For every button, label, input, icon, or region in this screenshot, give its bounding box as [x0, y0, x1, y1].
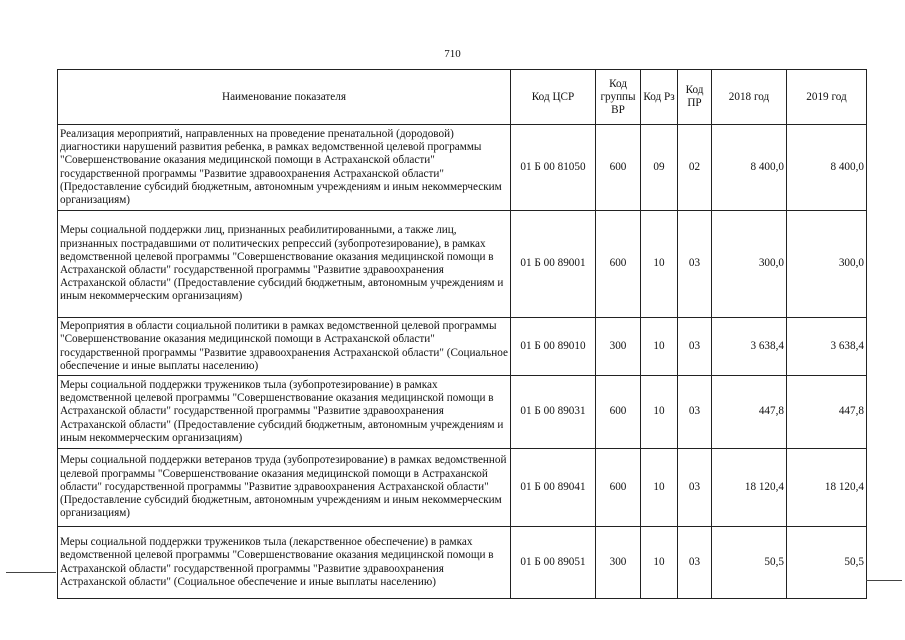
row-value-2018: 300,0 — [712, 211, 787, 318]
row-name: Мероприятия в области социальной политики в рамках ведомственной целевой программы "Совершенствование оказания медицинской помощи в Астраханской области" государственной программы "Развитие здравоохранения Астраханской области" (Социальное обеспечение и иные выплаты населению) — [58, 318, 511, 376]
row-csr-code: 01 Б 00 89041 — [511, 449, 596, 527]
scan-artifact-line-right — [866, 580, 902, 581]
row-value-2019: 3 638,4 — [787, 318, 867, 376]
row-pr-code: 03 — [678, 318, 712, 376]
budget-table — [57, 69, 867, 599]
table-header-row — [58, 70, 867, 125]
table-row — [58, 318, 867, 376]
column-header-vr: Код группы ВР — [596, 70, 641, 125]
row-value-2018: 50,5 — [712, 527, 787, 599]
row-csr-code: 01 Б 00 89031 — [511, 376, 596, 449]
row-vr-code: 300 — [596, 527, 641, 599]
row-vr-code: 600 — [596, 449, 641, 527]
row-vr-code: 600 — [596, 211, 641, 318]
table-row — [58, 125, 867, 211]
column-header-rz: Код Рз — [641, 70, 678, 125]
row-pr-code: 03 — [678, 527, 712, 599]
column-header-pr: Код ПР — [678, 70, 712, 125]
row-pr-code: 03 — [678, 376, 712, 449]
row-csr-code: 01 Б 00 89001 — [511, 211, 596, 318]
row-rz-code: 10 — [641, 211, 678, 318]
row-value-2018: 3 638,4 — [712, 318, 787, 376]
row-value-2019: 447,8 — [787, 376, 867, 449]
row-value-2019: 18 120,4 — [787, 449, 867, 527]
row-name: Меры социальной поддержки ветеранов труда (зубопротезирование) в рамках ведомственной целевой программы "Совершенствование оказания медицинской помощи в Астраханской области" государственной программы "Развитие здравоохранения Астраханской области" (Предоставление субсидий бюджетным, автономным учреждениям и иным некоммерческим организациям) — [58, 449, 511, 527]
column-header-name: Наименование показателя — [58, 70, 511, 125]
row-rz-code: 10 — [641, 449, 678, 527]
row-value-2018: 18 120,4 — [712, 449, 787, 527]
row-name: Меры социальной поддержки тружеников тыла (лекарственное обеспечение) в рамках ведомственной целевой программы "Совершенствование оказания медицинской помощи в Астраханской области" государственной программы "Развитие здравоохранения Астраханской области" (Социальное обеспечение и иные выплаты населению) — [58, 527, 511, 599]
row-pr-code: 02 — [678, 125, 712, 211]
row-rz-code: 10 — [641, 527, 678, 599]
row-rz-code: 10 — [641, 376, 678, 449]
column-header-2018: 2018 год — [712, 70, 787, 125]
table-row — [58, 527, 867, 599]
scan-artifact-line-left — [6, 572, 56, 573]
row-csr-code: 01 Б 00 81050 — [511, 125, 596, 211]
row-rz-code: 09 — [641, 125, 678, 211]
table-row — [58, 376, 867, 449]
row-rz-code: 10 — [641, 318, 678, 376]
row-value-2019: 50,5 — [787, 527, 867, 599]
row-name: Меры социальной поддержки тружеников тыла (зубопротезирование) в рамках ведомственной целевой программы "Совершенствование оказания медицинской помощи в Астраханской области" государственной программы "Развитие здравоохранения Астраханской области" (Предоставление субсидий бюджетным, автономным учреждениям и иным некоммерческим организациям) — [58, 376, 511, 449]
row-value-2019: 300,0 — [787, 211, 867, 318]
row-pr-code: 03 — [678, 211, 712, 318]
row-csr-code: 01 Б 00 89010 — [511, 318, 596, 376]
row-value-2018: 8 400,0 — [712, 125, 787, 211]
column-header-csr: Код ЦСР — [511, 70, 596, 125]
row-vr-code: 600 — [596, 376, 641, 449]
table-row — [58, 449, 867, 527]
row-name: Меры социальной поддержки лиц, признанных реабилитированными, а также лиц, признанных пострадавшими от политических репрессий (зубопротезирование), в рамках ведомственной целевой программы "Совершенствование оказания медицинской помощи в Астраханской области" государственной программы "Развитие здравоохранения Астраханской области" (Предоставление субсидий бюджетным, автономным учреждениям и иным некоммерческим организациям) — [58, 211, 511, 318]
page-number: 710 — [444, 48, 461, 60]
row-csr-code: 01 Б 00 89051 — [511, 527, 596, 599]
row-value-2018: 447,8 — [712, 376, 787, 449]
row-vr-code: 300 — [596, 318, 641, 376]
table-row — [58, 211, 867, 318]
row-value-2019: 8 400,0 — [787, 125, 867, 211]
row-pr-code: 03 — [678, 449, 712, 527]
row-vr-code: 600 — [596, 125, 641, 211]
row-name: Реализация мероприятий, направленных на проведение пренатальной (дородовой) диагностики нарушений развития ребенка, в рамках ведомственной целевой программы "Совершенствование оказания медицинской помощи в Астраханской области" государственной программы "Развитие здравоохранения Астраханской области" (Предоставление субсидий бюджетным, автономным учреждениям и иным некоммерческим организациям) — [58, 125, 511, 211]
column-header-2019: 2019 год — [787, 70, 867, 125]
